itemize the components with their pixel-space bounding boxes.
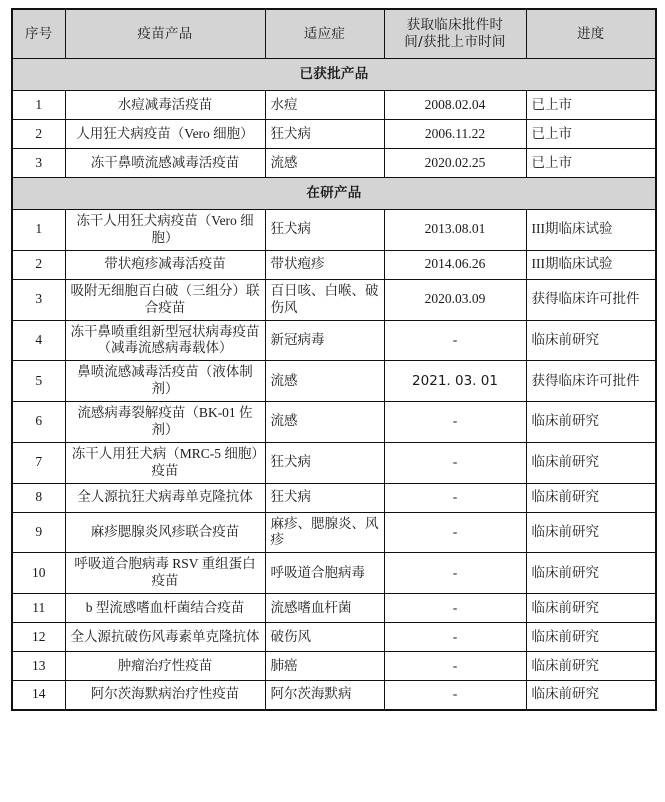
cell-index: 3 [12, 149, 65, 178]
table-row [12, 594, 656, 623]
table-row [12, 681, 656, 710]
cell-date: - [384, 483, 526, 512]
cell-index: 1 [12, 210, 65, 251]
column-header-date-line1: 获取临床批件时 [406, 17, 504, 34]
table-row [12, 320, 656, 361]
cell-product: 鼻喷流感减毒活疫苗（液体制剂） [65, 361, 265, 402]
cell-date: 2021. 03. 01 [384, 361, 526, 402]
cell-indication: 带状疱疹 [265, 250, 384, 279]
cell-indication: 流感 [265, 402, 384, 443]
cell-date: - [384, 402, 526, 443]
cell-indication: 新冠病毒 [265, 320, 384, 361]
cell-progress: 临床前研究 [526, 623, 656, 652]
cell-product: 冻干人用狂犬病（MRC-5 细胞）疫苗 [65, 442, 265, 483]
cell-product: 冻干鼻喷重组新型冠状病毒疫苗（减毒流感病毒载体） [65, 320, 265, 361]
cell-product: 麻疹腮腺炎风疹联合疫苗 [65, 512, 265, 553]
cell-product: 吸附无细胞百白破（三组分）联合疫苗 [65, 279, 265, 320]
table-row [12, 553, 656, 594]
cell-index: 5 [12, 361, 65, 402]
table-row [12, 402, 656, 443]
cell-date: - [384, 553, 526, 594]
cell-progress: 临床前研究 [526, 442, 656, 483]
cell-progress: 临床前研究 [526, 512, 656, 553]
cell-date: 2006.11.22 [384, 120, 526, 149]
table-row [12, 120, 656, 149]
table-row [12, 250, 656, 279]
cell-progress: 已上市 [526, 91, 656, 120]
cell-indication: 狂犬病 [265, 442, 384, 483]
column-header-date [384, 9, 526, 59]
cell-indication: 肺癌 [265, 652, 384, 681]
cell-progress: 临床前研究 [526, 652, 656, 681]
cell-indication: 流感 [265, 361, 384, 402]
table-row [12, 623, 656, 652]
column-header-product: 疫苗产品 [65, 9, 265, 59]
cell-progress: 临床前研究 [526, 681, 656, 710]
cell-product: 带状疱疹减毒活疫苗 [65, 250, 265, 279]
column-header-indication: 适应症 [265, 9, 384, 59]
table-row [12, 512, 656, 553]
cell-progress: III期临床试验 [526, 250, 656, 279]
cell-indication: 狂犬病 [265, 210, 384, 251]
header-row [12, 9, 656, 59]
cell-product: 冻干鼻喷流感减毒活疫苗 [65, 149, 265, 178]
cell-progress: 已上市 [526, 120, 656, 149]
cell-product: 全人源抗狂犬病毒单克隆抗体 [65, 483, 265, 512]
table-row [12, 361, 656, 402]
cell-date: 2014.06.26 [384, 250, 526, 279]
table-row [12, 483, 656, 512]
cell-product: 肿瘤治疗性疫苗 [65, 652, 265, 681]
cell-progress: 临床前研究 [526, 594, 656, 623]
cell-indication: 百日咳、白喉、破伤风 [265, 279, 384, 320]
cell-index: 2 [12, 250, 65, 279]
cell-progress: 获得临床许可批件 [526, 279, 656, 320]
cell-progress: 已上市 [526, 149, 656, 178]
section-header-row [12, 59, 656, 91]
cell-index: 7 [12, 442, 65, 483]
pipeline-table-container [11, 8, 655, 711]
cell-index: 6 [12, 402, 65, 443]
table-row [12, 210, 656, 251]
cell-date: - [384, 681, 526, 710]
cell-indication: 呼吸道合胞病毒 [265, 553, 384, 594]
table-row [12, 91, 656, 120]
cell-index: 12 [12, 623, 65, 652]
cell-progress: 临床前研究 [526, 553, 656, 594]
table-row [12, 149, 656, 178]
cell-date: 2020.03.09 [384, 279, 526, 320]
cell-product: 流感病毒裂解疫苗（BK-01 佐剂） [65, 402, 265, 443]
cell-product: 阿尔茨海默病治疗性疫苗 [65, 681, 265, 710]
section-title: 在研产品 [12, 178, 656, 210]
cell-indication: 阿尔茨海默病 [265, 681, 384, 710]
cell-date: 2013.08.01 [384, 210, 526, 251]
column-header-date-line2: 间/获批上市时间 [404, 34, 506, 50]
column-header-progress: 进度 [526, 9, 656, 59]
cell-index: 8 [12, 483, 65, 512]
cell-indication: 流感 [265, 149, 384, 178]
cell-progress: III期临床试验 [526, 210, 656, 251]
cell-date: 2020.02.25 [384, 149, 526, 178]
cell-indication: 麻疹、腮腺炎、风疹 [265, 512, 384, 553]
cell-progress: 临床前研究 [526, 402, 656, 443]
vaccine-pipeline-table [11, 8, 657, 711]
cell-product: 水痘减毒活疫苗 [65, 91, 265, 120]
cell-date: - [384, 594, 526, 623]
cell-progress: 获得临床许可批件 [526, 361, 656, 402]
cell-date: - [384, 442, 526, 483]
table-row [12, 279, 656, 320]
cell-product: 全人源抗破伤风毒素单克隆抗体 [65, 623, 265, 652]
cell-index: 3 [12, 279, 65, 320]
cell-index: 1 [12, 91, 65, 120]
cell-progress: 临床前研究 [526, 483, 656, 512]
cell-product: b 型流感嗜血杆菌结合疫苗 [65, 594, 265, 623]
cell-product: 呼吸道合胞病毒 RSV 重组蛋白疫苗 [65, 553, 265, 594]
cell-index: 9 [12, 512, 65, 553]
cell-product: 冻干人用狂犬病疫苗（Vero 细胞） [65, 210, 265, 251]
cell-index: 2 [12, 120, 65, 149]
table-row [12, 442, 656, 483]
cell-product: 人用狂犬病疫苗（Vero 细胞） [65, 120, 265, 149]
cell-index: 14 [12, 681, 65, 710]
cell-date: - [384, 623, 526, 652]
cell-date: - [384, 512, 526, 553]
cell-date: - [384, 320, 526, 361]
cell-indication: 流感嗜血杆菌 [265, 594, 384, 623]
section-header-row [12, 178, 656, 210]
table-row [12, 652, 656, 681]
cell-index: 10 [12, 553, 65, 594]
cell-index: 4 [12, 320, 65, 361]
cell-indication: 狂犬病 [265, 120, 384, 149]
cell-indication: 水痘 [265, 91, 384, 120]
table-body [12, 59, 656, 710]
cell-progress: 临床前研究 [526, 320, 656, 361]
cell-index: 13 [12, 652, 65, 681]
cell-date: - [384, 652, 526, 681]
cell-index: 11 [12, 594, 65, 623]
cell-indication: 破伤风 [265, 623, 384, 652]
column-header-index: 序号 [12, 9, 65, 59]
section-title: 已获批产品 [12, 59, 656, 91]
cell-indication: 狂犬病 [265, 483, 384, 512]
cell-date: 2008.02.04 [384, 91, 526, 120]
table-header [12, 9, 656, 59]
